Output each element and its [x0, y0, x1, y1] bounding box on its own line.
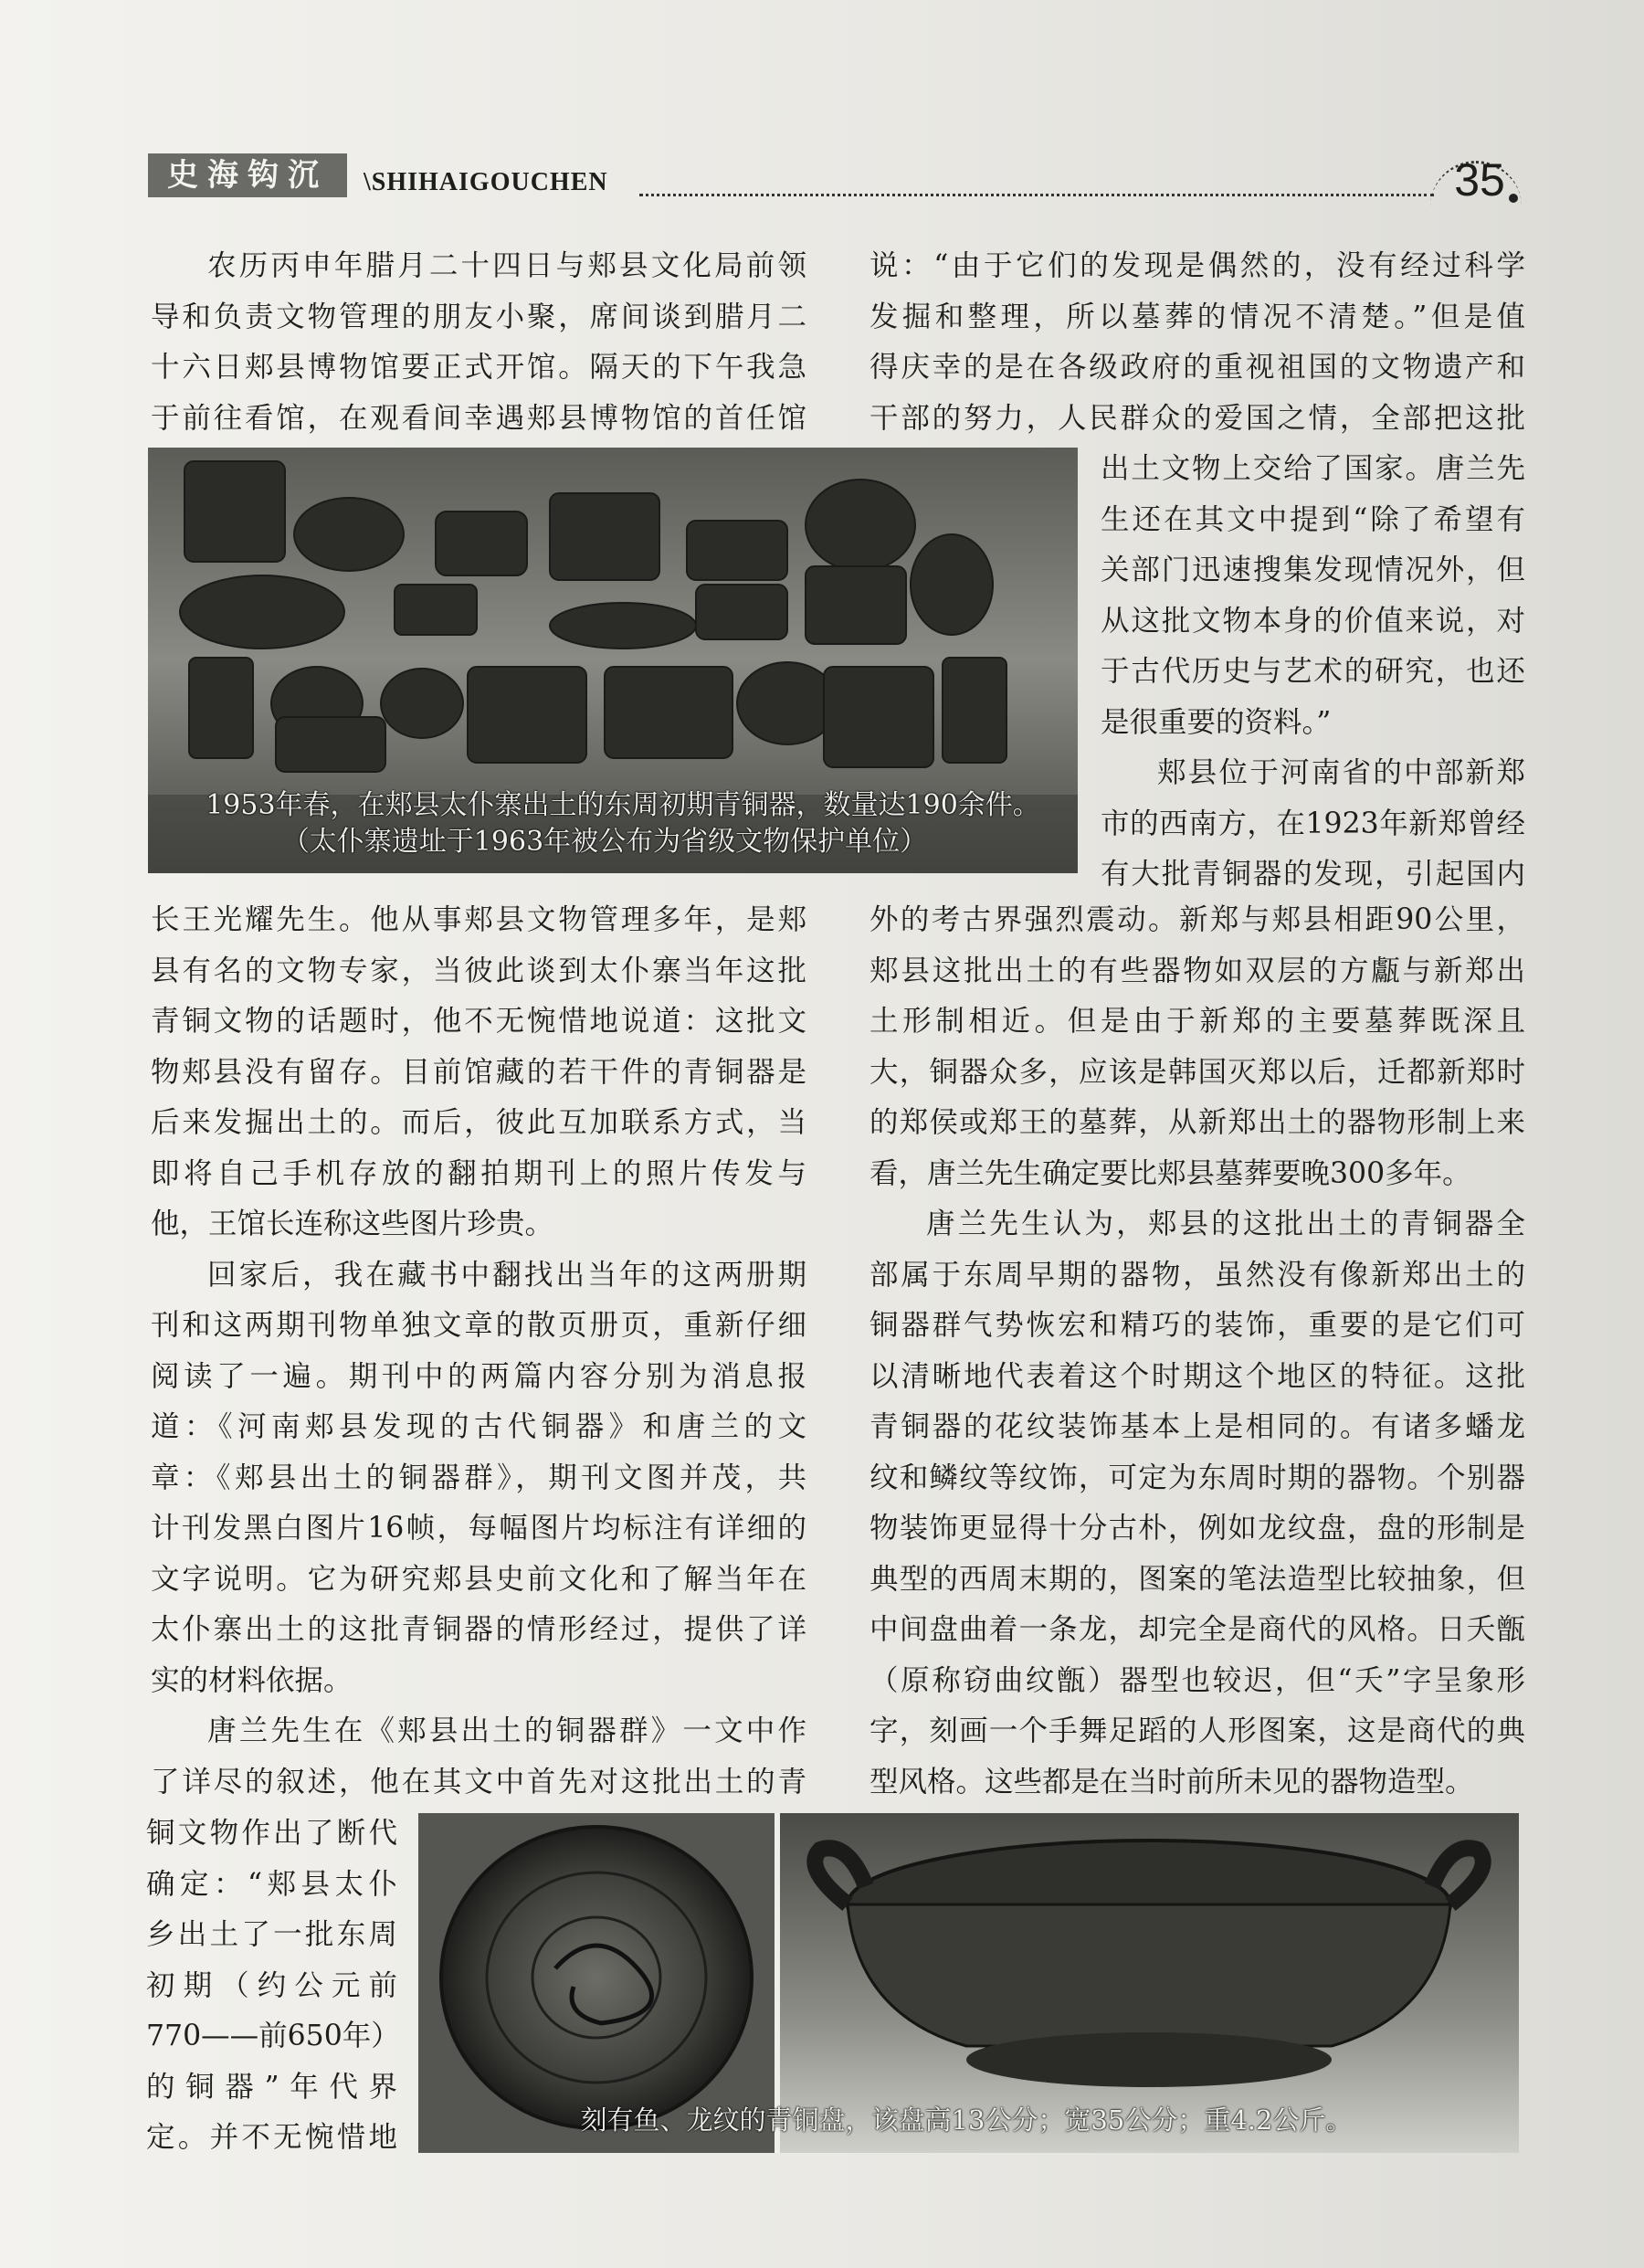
text-line: 后来发掘出土的。而后，彼此互加联系方式，当	[151, 1106, 806, 1139]
text-line: 县有名的文物专家，当彼此谈到太仆寨当年这批	[151, 954, 806, 987]
text-line: 干部的努力，人民群众的爱国之情，全部把这批	[869, 401, 1525, 435]
left-column-top-text	[151, 241, 806, 444]
page-number: 35	[1454, 154, 1505, 206]
text-line: 十六日郏县博物馆要正式开馆。隔天的下午我急	[151, 351, 806, 384]
text-line: 铜器群气势恢宏和精巧的装饰，重要的是它们可	[869, 1309, 1525, 1342]
section-title-badge: 史海钩沉	[148, 153, 347, 197]
top-photo-caption-line1: 1953年春，在郏县太仆寨出土的东周初期青铜器，数量达190余件。	[206, 789, 1040, 821]
text-line: 刊和这两期刊物单独文章的散页册页，重新仔细	[151, 1309, 806, 1342]
header-dotted-rule	[639, 194, 1434, 196]
text-line: （原称窃曲纹甑）器型也较迟，但“夭”字呈象形	[869, 1663, 1525, 1697]
text-line: 生还在其文中提到“除了希望有	[1101, 502, 1525, 536]
text-line: 唐兰先生认为，郏县的这批出土的青铜器全	[926, 1208, 1525, 1240]
text-line: 得庆幸的是在各级政府的重视祖国的文物遗产和	[869, 351, 1525, 384]
text-line: 看，唐兰先生确定要比郏县墓葬要晚300多年。	[869, 1156, 1471, 1190]
text-line: 铜文物作出了断代	[146, 1817, 397, 1850]
section-title-pinyin: \SHIHAIGOUCHEN	[364, 168, 608, 196]
text-line: 物装饰更显得十分古朴，例如龙纹盘，盘的形制是	[869, 1512, 1525, 1545]
text-line: 道：《河南郏县发现的古代铜器》和唐兰的文	[151, 1410, 806, 1443]
right-column-narrow-text	[1101, 444, 1525, 901]
bottom-photo-caption: 刻有鱼、龙纹的青铜盘，该盘高13公分；宽35公分；重4.2公斤。	[580, 2104, 1353, 2136]
text-line: 发掘和整理，所以墓葬的情况不清楚。”但是值	[869, 300, 1525, 333]
text-line: 型风格。这些都是在当时前所未见的器物造型。	[869, 1765, 1474, 1799]
bronze-plate-photos	[418, 1813, 1519, 2153]
text-line: 他，王馆长连称这些图片珍贵。	[151, 1208, 554, 1240]
text-line: 于前往看馆，在观看间幸遇郏县博物馆的首任馆	[151, 401, 806, 435]
text-line: 确定：“郏县太仆	[146, 1867, 397, 1901]
text-line: 农历丙申年腊月二十四日与郏县文化局前领	[207, 249, 806, 282]
text-line: 市的西南方，在1923年新郑曾经	[1101, 807, 1525, 840]
text-line: 以清晰地代表着这个时期这个地区的特征。这批	[869, 1359, 1525, 1393]
text-line: 计刊发黑白图片16帧，每幅图片均标注有详细的	[151, 1512, 806, 1545]
text-line: 有大批青铜器的发现，引起国内	[1101, 858, 1525, 891]
text-line: 太仆寨出土的这批青铜器的情形经过，提供了详	[151, 1613, 806, 1646]
text-line: 外的考古界强烈震动。新郑与郏县相距90公里，	[869, 903, 1525, 936]
text-line: 文字说明。它为研究郏县史前文化和了解当年在	[151, 1562, 806, 1596]
text-line: 乡出土了一批东周	[146, 1918, 397, 1951]
text-line: 唐兰先生在《郏县出土的铜器群》一文中作	[207, 1714, 806, 1747]
text-line: 大，铜器众多，应该是韩国灭郑以后，迁都新郑时	[869, 1055, 1525, 1089]
page-number-dot	[1509, 194, 1518, 203]
text-line: 即将自己手机存放的翻拍期刊上的照片传发与	[151, 1156, 806, 1190]
right-column-main-text	[869, 895, 1525, 1808]
text-line: 从这批文物本身的价值来说，对	[1101, 604, 1525, 638]
text-line: 导和负责文物管理的朋友小聚，席间谈到腊月二	[151, 300, 806, 333]
text-line: 于古代历史与艺术的研究，也还	[1101, 655, 1525, 688]
text-line: 了详尽的叙述，他在其文中首先对这批出土的青	[151, 1765, 806, 1799]
text-line: 中间盘曲着一条龙，却完全是商代的风格。日夭甑	[869, 1613, 1525, 1646]
top-photo-caption-line2: （太仆寨遗址于1963年被公布为省级文物保护单位）	[281, 826, 928, 858]
text-line: 郏县这批出土的有些器物如双层的方甗与新郑出	[869, 954, 1525, 987]
text-line: 长王光耀先生。他从事郏县文物管理多年，是郏	[151, 903, 806, 936]
text-line: 物郏县没有留存。目前馆藏的若干件的青铜器是	[151, 1055, 806, 1089]
text-line: 青铜器的花纹装饰基本上是相同的。有诸多蟠龙	[869, 1410, 1525, 1443]
text-line: 典型的西周末期的，图案的笔法造型比较抽象，但	[869, 1562, 1525, 1596]
text-line: 定。并不无惋惜地	[146, 2121, 397, 2154]
text-line: 初期（约公元前	[146, 1968, 397, 2002]
text-line: 纹和鳞纹等纹饰，可定为东周时期的器物。个别器	[869, 1461, 1525, 1494]
text-line: 字，刻画一个手舞足蹈的人形图案，这是商代的典	[869, 1714, 1525, 1747]
text-line: 实的材料依据。	[151, 1663, 353, 1697]
text-line: 章：《郏县出土的铜器群》，期刊文图并茂，共	[151, 1461, 806, 1494]
text-line: 是很重要的资料。”	[1101, 705, 1332, 739]
text-line: 出土文物上交给了国家。唐兰先	[1101, 452, 1525, 485]
bronze-vessels-photo	[148, 448, 1078, 873]
text-line: 郏县位于河南省的中部新郑	[1157, 756, 1525, 789]
text-line: 部属于东周早期的器物，虽然没有像新郑出土的	[869, 1258, 1525, 1292]
text-line: 回家后，我在藏书中翻找出当年的这两册期	[207, 1258, 806, 1292]
text-line: 青铜文物的话题时，他不无惋惜地说道：这批文	[151, 1005, 806, 1038]
right-column-top-text	[869, 241, 1525, 444]
text-line: 土形制相近。但是由于新郑的主要墓葬既深且	[869, 1005, 1525, 1038]
text-line: 的郑侯或郑王的墓葬，从新郑出土的器物形制上来	[869, 1106, 1525, 1139]
text-line: 说：“由于它们的发现是偶然的，没有经过科学	[869, 249, 1525, 282]
text-line: 阅读了一遍。期刊中的两篇内容分别为消息报	[151, 1359, 806, 1393]
text-line: 的铜器”年代界	[146, 2070, 397, 2104]
text-line: 770——前650年）	[146, 2020, 400, 2052]
left-column-main-text	[151, 895, 806, 1808]
text-line: 关部门迅速搜集发现情况外，但	[1101, 554, 1525, 586]
left-column-bottom-text	[146, 1809, 400, 2164]
